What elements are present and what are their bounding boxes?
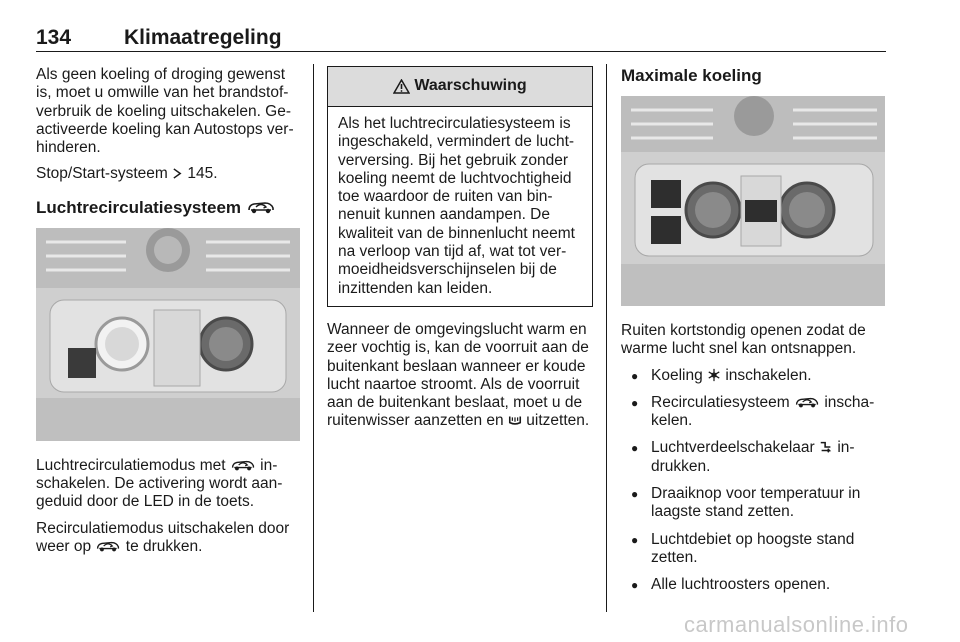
recirculation-car-icon xyxy=(230,458,256,472)
climate-panel-photo-recirculation xyxy=(36,228,300,441)
text-fragment: Koeling xyxy=(651,366,703,384)
column-divider xyxy=(606,64,607,612)
recirculation-off-paragraph xyxy=(36,520,300,557)
arrow-reference-icon xyxy=(172,167,183,180)
recirculation-car-icon xyxy=(794,395,820,409)
page-title: Klimaatregeling xyxy=(124,26,282,49)
page-number: 134 xyxy=(36,26,72,49)
crossref-page[interactable]: 145. xyxy=(187,165,218,183)
section-heading-text: Luchtrecirculatiesysteem xyxy=(36,197,242,217)
column-divider xyxy=(313,64,314,612)
page-header xyxy=(36,26,886,52)
warning-triangle-icon xyxy=(393,79,410,94)
crossref-text: Stop/Start-systeem xyxy=(36,165,168,183)
text-fragment: uitzetten. xyxy=(526,412,590,430)
text-fragment: Luchtverdeelschakelaar xyxy=(651,439,815,457)
text-fragment: Draaiknop voor temperatuur in laagste stand zetten. xyxy=(651,485,861,521)
list-item xyxy=(621,394,887,431)
text-fragment: Luchtdebiet op hoogste stand zetten. xyxy=(651,530,855,566)
section-heading-recirculation xyxy=(36,198,300,218)
column-right xyxy=(621,66,887,604)
text-fragment: Wanneer de omgevingslucht warm en zeer vochtig is, kan de voorruit aan de buitenkant beslaan wanneer er koude lucht naartoe stroomt. Als de voorruit aan de buitenkant beslaat, moet u de ruitenwisser aanzetten en xyxy=(327,320,589,430)
watermark: carmanualsonline.info xyxy=(684,612,909,637)
text-fragment: Alle luchtroosters openen. xyxy=(651,576,831,594)
text-fragment: Recirculatiesysteem xyxy=(651,393,790,411)
windshield-airflow-icon xyxy=(508,413,522,427)
warning-text: Als het luchtrecirculatiesysteem is ingeschakeld, vermindert de lucht-verversing. Bij het gebruik zonder koeling neemt de luchtvochtigheid toe waardoor de ruiten van bin-nenuit kunnen aandampen. De kwaliteit van de binnenlucht neemt na verloop van tijd af, wat tot ver-moeidheidsverschijnselen bij de inzittenden kan leiden. xyxy=(338,115,575,297)
snowflake-icon xyxy=(707,368,721,382)
text-fragment: Recirculatiemodus uitschakelen door weer op xyxy=(36,519,290,555)
max-cooling-intro: Ruiten kortstondig openen zodat de warme lucht snel kan ontsnappen. xyxy=(621,322,866,358)
list-item xyxy=(621,485,887,522)
warning-box xyxy=(327,66,593,307)
text-fragment: inschakelen. xyxy=(725,366,812,384)
text-fragment: in-schakelen. De activering wordt aan-geduid door de LED in de toets. xyxy=(36,456,283,511)
crossref-paragraph xyxy=(36,165,300,183)
section-heading-max-cooling: Maximale koeling xyxy=(621,66,762,85)
recirculation-on-paragraph xyxy=(36,457,300,512)
list-item xyxy=(621,531,887,568)
column-middle xyxy=(327,66,593,439)
air-distribution-icon xyxy=(819,440,833,454)
recirculation-car-icon xyxy=(246,199,276,215)
warning-header xyxy=(328,67,592,107)
text-fragment: in-drukken. xyxy=(651,439,855,475)
climate-panel-photo-max-cooling xyxy=(621,96,885,306)
text-fragment: Luchtrecirculatiemodus met xyxy=(36,456,226,474)
text-fragment: inscha-kelen. xyxy=(651,393,875,430)
column-left xyxy=(36,66,300,564)
recirculation-car-icon xyxy=(95,539,121,553)
windshield-paragraph xyxy=(327,321,593,431)
list-item xyxy=(621,367,887,385)
warning-title: Waarschuwing xyxy=(414,77,527,95)
list-item xyxy=(621,439,887,476)
intro-paragraph: Als geen koeling of droging gewenst is, moet u omwille van het brandstof-verbruik de koeling uitschakelen. Ge-activeerde koeling kan Autostops ver-hinderen. xyxy=(36,66,294,157)
max-cooling-steps xyxy=(621,367,887,595)
text-fragment: te drukken. xyxy=(125,537,203,555)
list-item xyxy=(621,576,887,594)
